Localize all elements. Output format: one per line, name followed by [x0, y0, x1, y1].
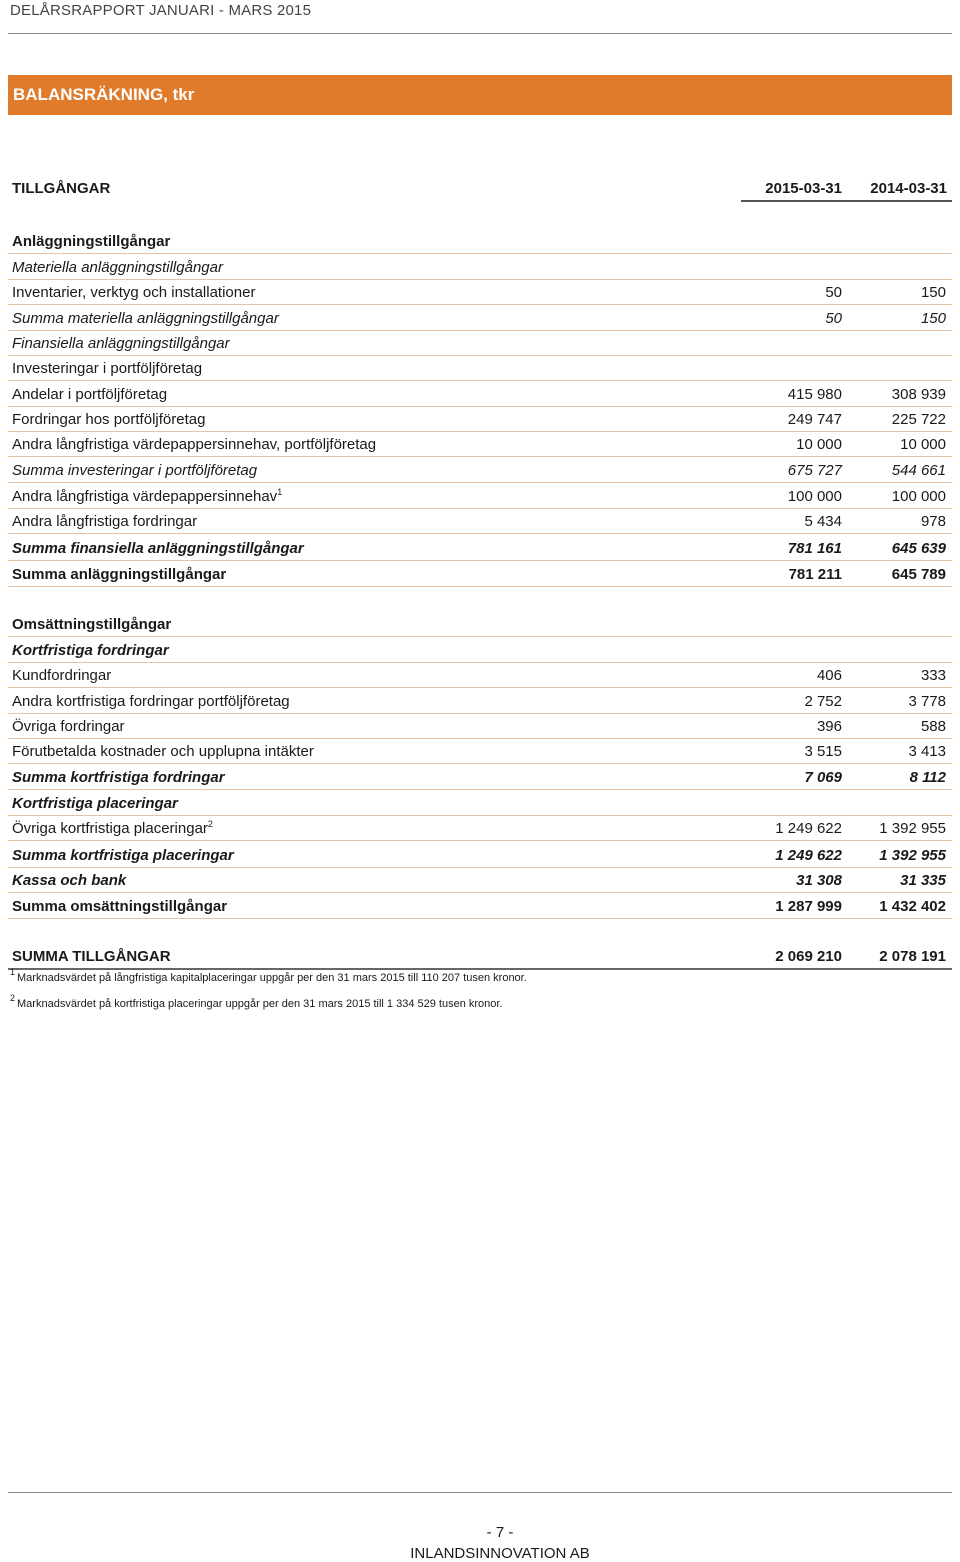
company-name: INLANDSINNOVATION AB: [410, 1545, 590, 1562]
row-label-text: Kortfristiga placeringar: [12, 795, 178, 812]
value-2014: 10 000: [900, 436, 946, 453]
row-label-text: Summa finansiella anläggningstillgångar: [12, 540, 304, 557]
row-label: [12, 462, 257, 479]
value-2014: 8 112: [909, 769, 946, 786]
row-label: [12, 411, 205, 428]
value-2014: 978: [920, 513, 946, 530]
row-label-text: Summa kortfristiga fordringar: [12, 769, 225, 786]
footnote: [10, 967, 527, 984]
row-label: [12, 233, 170, 250]
column-header-2015: 2015-03-31: [765, 180, 842, 197]
row-label-text: Förutbetalda kostnader och upplupna intäkter: [12, 743, 314, 760]
row-label: [12, 948, 171, 965]
row-label: [12, 820, 213, 837]
row-label: [12, 616, 171, 633]
row-label-text: SUMMA TILLGÅNGAR: [12, 948, 171, 965]
row-label-text: Anläggningstillgångar: [12, 233, 171, 250]
value-2014: 308 939: [891, 386, 946, 403]
table-row: [8, 815, 952, 841]
table-header: [8, 177, 952, 201]
table-row: [8, 893, 952, 919]
row-label-text: Andra långfristiga fordringar: [12, 513, 198, 530]
row-label-text: Kassa och bank: [12, 872, 127, 889]
row-label: [12, 898, 227, 915]
footnote-marker: 1: [277, 487, 283, 497]
value-2015: 781 211: [788, 566, 842, 583]
value-2014: 100 000: [891, 488, 946, 505]
value-2015: 50: [825, 284, 842, 301]
row-label-text: Inventarier, verktyg och installationer: [12, 284, 256, 301]
row-label: [12, 284, 255, 301]
value-2015: 100 000: [787, 488, 842, 505]
value-2015: 415 980: [787, 386, 842, 403]
value-2014: 1 392 955: [879, 820, 946, 837]
table-row: [8, 508, 952, 534]
value-2015: 31 308: [796, 872, 842, 889]
table-row: [8, 355, 952, 381]
value-2015: 2 752: [804, 693, 842, 710]
row-label: [12, 259, 223, 276]
table-row: [8, 688, 952, 714]
table-row: [8, 535, 952, 561]
table-row: [8, 254, 952, 280]
value-2014: 645 639: [891, 540, 946, 557]
value-2015: 3 515: [804, 743, 842, 760]
value-2015: 1 287 999: [775, 898, 842, 915]
footnote-marker: 2: [207, 819, 213, 829]
table-row: [8, 279, 952, 305]
row-label: [12, 795, 178, 812]
row-label-text: Investeringar i portföljföretag: [12, 360, 203, 377]
column-header-rule: [741, 200, 952, 202]
value-2015: 10 000: [796, 436, 842, 453]
value-2015: 2 069 210: [775, 948, 842, 965]
value-2015: 1 249 622: [775, 820, 842, 837]
footnote-number: 2: [10, 993, 16, 1003]
row-label-text: Materiella anläggningstillgångar: [12, 259, 223, 276]
section-title: TILLGÅNGAR: [12, 180, 111, 197]
value-2014: 645 789: [891, 566, 946, 583]
table-row: [8, 867, 952, 893]
value-2014: 2 078 191: [879, 948, 946, 965]
row-label-text: Summa investeringar i portföljföretag: [12, 462, 258, 479]
table-row: [8, 561, 952, 587]
footnote-number: 1: [10, 967, 16, 977]
value-2014: 150: [920, 310, 946, 327]
row-label-text: Summa omsättningstillgångar: [12, 898, 228, 915]
footnote-text: Marknadsvärdet på kortfristiga placeringar uppgår per den 31 mars 2015 till 1 334 529 tusen kronor.: [17, 998, 503, 1010]
value-2014: 544 661: [891, 462, 946, 479]
value-2014: 1 392 955: [879, 847, 946, 864]
row-label-text: Summa anläggningstillgångar: [12, 566, 227, 583]
value-2015: 1 249 622: [775, 847, 842, 864]
row-label-text: Andelar i portföljföretag: [12, 386, 168, 403]
value-2015: 7 069: [804, 769, 842, 786]
banner-title: BALANSRÄKNING, tkr: [13, 85, 195, 104]
table-row: [8, 381, 952, 407]
value-2015: 781 161: [787, 540, 842, 557]
row-label-text: Summa kortfristiga placeringar: [12, 847, 234, 864]
table-row: [8, 228, 952, 254]
table-row: [8, 943, 952, 970]
table-row: [8, 305, 952, 331]
value-2014: 588: [920, 718, 946, 735]
row-label: [12, 847, 234, 864]
row-label: [12, 566, 226, 583]
footer-divider: [8, 1492, 952, 1493]
row-label: [12, 513, 197, 530]
row-label-text: Andra långfristiga värdepappersinnehav, portföljföretag: [12, 436, 377, 453]
footnote: [10, 993, 503, 1010]
table-row: [8, 611, 952, 637]
row-label: [12, 769, 225, 786]
row-label-text: Finansiella anläggningstillgångar: [12, 335, 230, 352]
row-label: [12, 743, 314, 760]
row-label-text: Andra långfristiga värdepappersinnehav: [12, 488, 278, 505]
value-2014: 31 335: [900, 872, 946, 889]
row-label: [12, 310, 279, 327]
value-2014: 3 778: [908, 693, 946, 710]
value-2015: 406: [816, 667, 842, 684]
row-label-text: Andra kortfristiga fordringar portföljföretag: [12, 693, 290, 710]
row-label-text: Kundfordringar: [12, 667, 112, 684]
table-row: [8, 483, 952, 509]
row-label: [12, 488, 282, 505]
value-2015: 5 434: [804, 513, 842, 530]
row-label: [12, 386, 167, 403]
table-row: [8, 406, 952, 432]
row-label-text: Fordringar hos portföljföretag: [12, 411, 206, 428]
value-2014: 150: [920, 284, 946, 301]
table-row: [8, 662, 952, 688]
row-label-text: Övriga kortfristiga placeringar: [12, 820, 208, 837]
table-row: [8, 637, 952, 663]
row-label: [12, 693, 290, 710]
row-label: [12, 335, 230, 352]
value-2015: 249 747: [787, 411, 842, 428]
row-label: [12, 436, 376, 453]
row-label: [12, 872, 126, 889]
row-label: [12, 718, 125, 735]
row-label: [12, 540, 304, 557]
value-2015: 675 727: [787, 462, 842, 479]
table-row: [8, 790, 952, 816]
table-row: [8, 738, 952, 764]
footnote-text: Marknadsvärdet på långfristiga kapitalplaceringar uppgår per den 31 mars 2015 till 110 207 tusen kronor.: [17, 972, 527, 984]
row-label-text: Omsättningstillgångar: [12, 616, 172, 633]
row-label-text: Summa materiella anläggningstillgångar: [12, 310, 279, 327]
value-2014: 333: [920, 667, 946, 684]
header-divider: [8, 33, 952, 34]
value-2015: 396: [816, 718, 842, 735]
table-row: [8, 330, 952, 356]
table-row: [8, 713, 952, 739]
row-label-text: Övriga fordringar: [12, 718, 125, 735]
column-header-2014: 2014-03-31: [870, 180, 947, 197]
row-label: [12, 360, 202, 377]
row-label: [12, 667, 111, 684]
row-label: [12, 642, 169, 659]
value-2015: 50: [825, 310, 842, 327]
table-row: [8, 431, 952, 457]
value-2014: 225 722: [891, 411, 946, 428]
value-2014: 1 432 402: [879, 898, 946, 915]
page-number: - 7 -: [486, 1524, 514, 1541]
row-label-text: Kortfristiga fordringar: [12, 642, 169, 659]
table-row: [8, 764, 952, 790]
section-banner: [8, 75, 952, 115]
table-row: [8, 457, 952, 483]
value-2014: 3 413: [908, 743, 946, 760]
running-header: DELÅRSRAPPORT JANUARI - MARS 2015: [10, 2, 312, 19]
table-row: [8, 842, 952, 868]
